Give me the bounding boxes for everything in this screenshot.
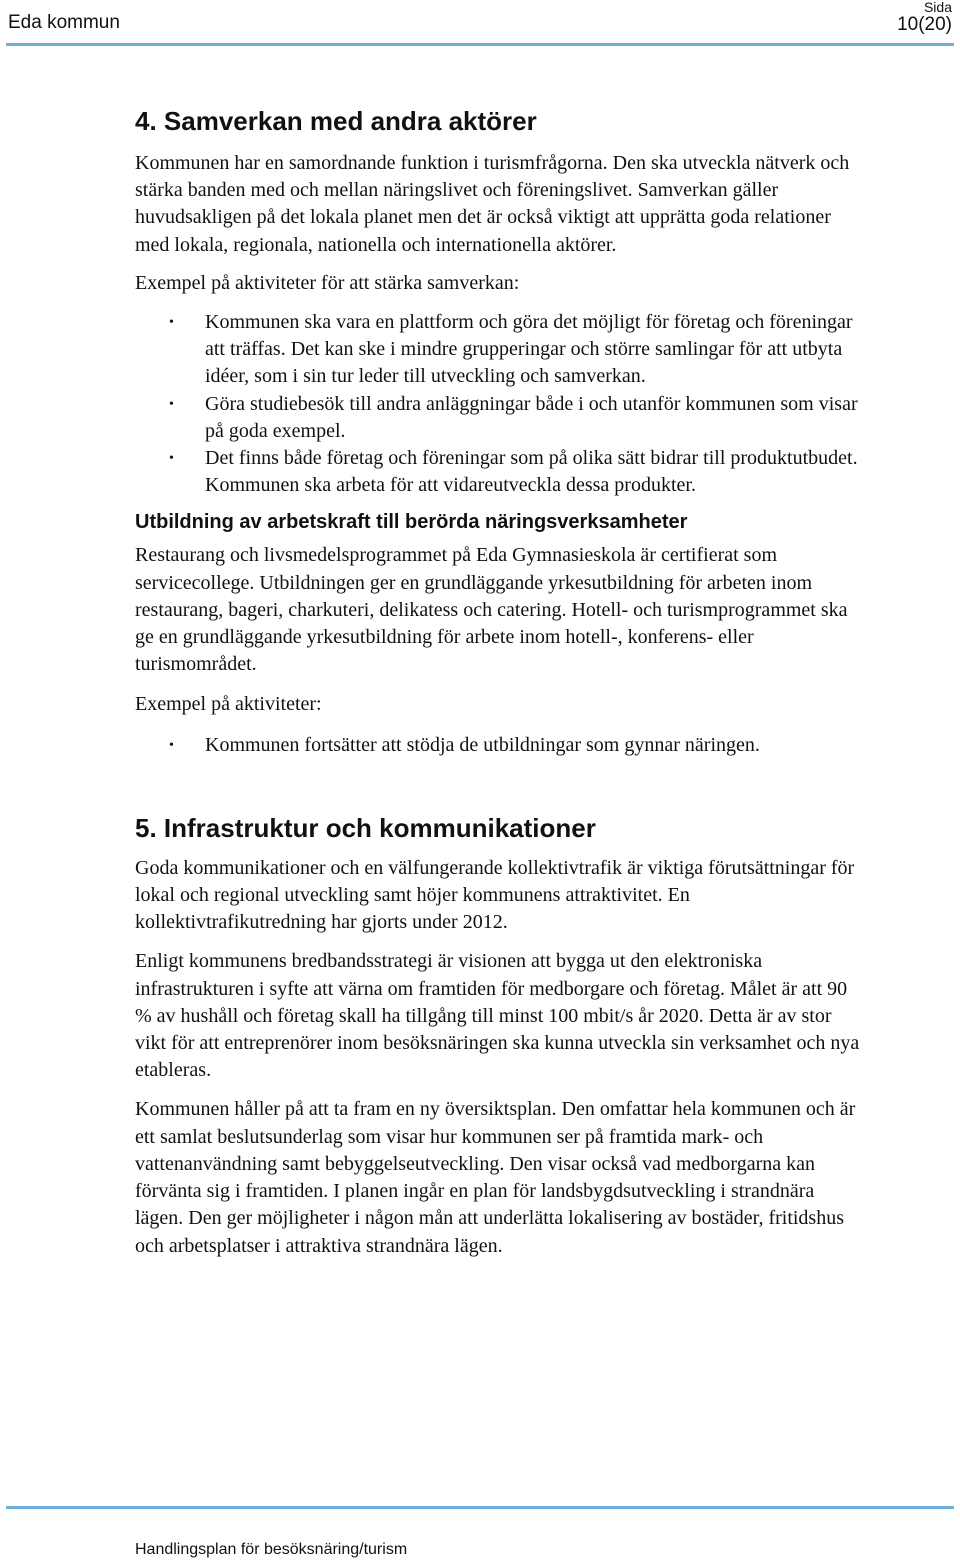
bullet-icon: • bbox=[169, 451, 174, 467]
education-paragraph: Restaurang och livsmedelsprogrammet på Eda Gymnasieskola är certifierat som servicecollege. Utbildningen ger en grundläggande yrkesutbildning för arbeten inom restaurang, bageri, charkuteri, delikatess och catering. Hotell- och turismprogrammet ska ge en grundläggande yrkesutbildning för arbete inom hotell-, konferens- eller turismområdet. bbox=[135, 544, 848, 676]
education-bullet-list bbox=[135, 732, 860, 759]
section-4-title: 4. Samverkan med andra aktörer bbox=[135, 106, 537, 136]
section-5-title: 5. Infrastruktur och kommunikationer bbox=[135, 812, 596, 843]
education-heading: Utbildning av arbetskraft till berörda näringsverksamheter bbox=[135, 511, 688, 534]
organization-name: Eda kommun bbox=[8, 12, 120, 33]
section-5-paragraph-1: Goda kommunikationer och en välfungerande kollektivtrafik är viktiga förutsättningar för lokal och regional utveckling samt höjer kommunens attraktivitet. En kollektivtrafikutredning har gjorts under 2012. bbox=[135, 856, 855, 934]
section-4-bullet-list bbox=[135, 309, 860, 499]
list-item: • Kommunen fortsätter att stödja de utbildningar som gynnar näringen. bbox=[135, 732, 860, 759]
bullet-icon: • bbox=[169, 396, 174, 412]
list-item: • Göra studiebesök till andra anläggningar både i och utanför kommunen som visar på goda exempel. bbox=[169, 392, 858, 442]
list-item: • Det finns både företag och föreningar som på olika sätt bidrar till produktutbudet. Kommunen ska arbeta för att vidareutveckla dessa produkter. bbox=[169, 447, 858, 497]
section-5-paragraph-2: Enligt kommunens bredbandsstrategi är visionen att bygga ut den elektroniska infrastrukturen i syfte att värna om framtiden för medborgare och företag. Målet är att 90 % av hushåll och företag skall ha tillgång till minst 100 mbit/s år 2020. Detta är av stor vikt för att entreprenörer inom besöksnäringen ska kunna utveckla sin verksamhet och nya etableras. bbox=[135, 950, 860, 1082]
section-5-paragraph-3: Kommunen håller på att ta fram en ny översiktsplan. Den omfattar hela kommunen och är ett samlat beslutsunderlag som visar hur kommunen ser på framtida mark- och vattenanvändning samt bebyggelseutveckling. Den visar också vad medborgarna kan förvänta sig i framtiden. I planen ingår en plan för landsbygdsutveckling i strandnära lägen. Den ger möjligheter i någon mån att underlätta lokalisering av bostäder, fritidshus och arbetsplatser i attraktiva strandnära lägen. bbox=[135, 1098, 856, 1257]
page-indicator bbox=[897, 0, 952, 36]
document-body bbox=[135, 104, 860, 1260]
bullet-icon: • bbox=[169, 315, 174, 331]
section-4-examples-intro: Exempel på aktiviteter för att stärka samverkan: bbox=[135, 271, 520, 294]
education-examples-intro: Exempel på aktiviteter: bbox=[135, 693, 322, 716]
page-number: 10(20) bbox=[897, 14, 952, 35]
footer-divider bbox=[6, 1506, 954, 1509]
footer-document-title: Handlingsplan för besöksnäring/turism bbox=[135, 1541, 408, 1558]
list-item: • Kommunen ska vara en plattform och göra det möjligt för företag och föreningar att träffas. Det kan ske i mindre grupperingar och större samlingar för att utbyta idéer, som i sin tur leder till utveckling och samverkan. bbox=[169, 311, 853, 388]
header-divider bbox=[6, 43, 954, 46]
bullet-icon: • bbox=[169, 737, 174, 753]
section-4-paragraph: Kommunen har en samordnande funktion i turismfrågorna. Den ska utveckla nätverk och stärka banden med och mellan näringslivet och föreningslivet. Samverkan gäller huvudsakligen på det lokala planet men det är också viktigt att upprätta goda relationer med lokala, regionala, nationella och internationella aktörer. bbox=[135, 152, 850, 256]
page-label: Sida bbox=[923, 0, 952, 15]
